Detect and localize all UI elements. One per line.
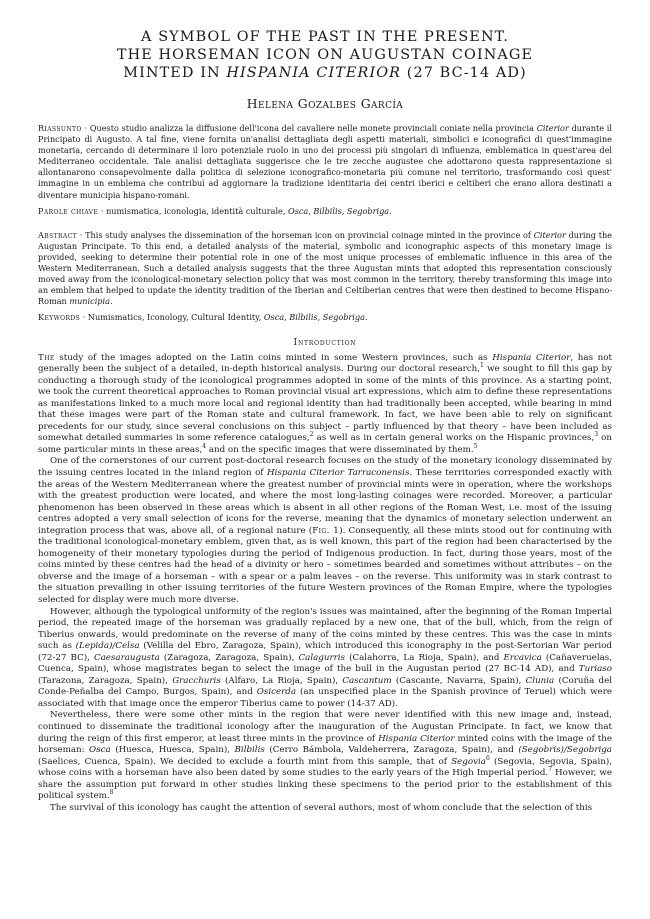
p3-em-2: Caesaraugusta <box>93 652 160 663</box>
p2-a: One of the cornerstones of our current post-doctoral research focuses on the study of the monetary iconology disseminated by the issuing centres located in the inland region of <box>38 456 612 478</box>
abstract-em-1: Citerior <box>533 229 566 240</box>
riassunto-label: Riassunto <box>38 123 82 133</box>
p3-em-5: Turiaso <box>578 664 612 675</box>
parole-text: · numismatica, iconologia, identità culturale, <box>98 205 289 216</box>
riassunto-text-a: · Questo studio analizza la diffusione dell'icona del cavaliere nelle monete provinciali coniate nella provincia <box>81 123 537 133</box>
p4-em-1: Hispania Citerior <box>378 733 455 744</box>
p1-b: , has not generally been the subject of a detailed, in-depth historical analysis. During our doctoral research, <box>38 352 612 375</box>
body-paragraph-4 <box>38 710 612 802</box>
keywords-end: . <box>364 312 368 323</box>
p3-em-9: Osicerda <box>256 687 297 698</box>
body-paragraph-3 <box>38 607 612 711</box>
parole-label: Parole chiave <box>38 205 99 216</box>
author-name: Helena Gozalbes García <box>246 96 404 111</box>
footnote-ref-7[interactable]: 7 <box>548 766 553 774</box>
p3-g: (Alfaro, La Rioja, Spain), <box>220 675 343 686</box>
p1-first-word: The <box>38 352 55 363</box>
p3-em-4: Ercavica <box>503 652 542 663</box>
p1-c: we sought to fill this gap by conducting a thorough study of the iconological programmes adopted in some of the mints of this province. As a starting point, we took the current theoretical approaches to Roman provincial visual art expressions, which aim to define these representations as manifestations linked to a much more local and regional identity than had traditionally been accepted, while bearing in mind that these images were part of the Roman state and cultural framework. In fact, we have been able to rely on significant precedents for our study, since several conclusions on this subject – partly influenced by that theory – have been included as somewhat detailed summaries in some reference catalogues, <box>38 364 612 444</box>
p3-b: (Velilla del Ebro, Zaragoza, Spain), which introduced this iconography in the post-Sertorian War period (72-27 BC), <box>38 641 612 663</box>
abstract-text-b: during the Augustan Principate. To this end, a detailed analysis of the material, symbolic and iconographic aspects of this monetary image is provided, seeking to determine their potential role in one of the most unique processes of emblematic influence in this area of the Western Mediterranean. Such a detailed analysis suggests that the three Augustan mints that adopted this representation consciously moved away from the iconological-monetary selection policy that was most common in the territory, thereby transforming this image into an emblem that helped to update the identity tradition of the Iberian and Celtiberian centres that were then destined to become Hispano-Roman <box>38 229 612 307</box>
p1-em-1: Hispania Citerior <box>492 352 571 363</box>
footnote-ref-3[interactable]: 3 <box>594 431 599 439</box>
p2-em-1: Hispania Citerior Tarraconensis <box>267 467 410 478</box>
footnote-ref-6[interactable]: 6 <box>485 754 490 762</box>
title-line-3-suffix: (27 BC-14 AD) <box>401 65 527 81</box>
p4-f: (Segovia, Segovia, Spain), whose coins with a horseman have also been dated by some studies to the early years of the High Imperial period. <box>38 756 612 779</box>
footnote-ref-8[interactable]: 8 <box>109 789 114 797</box>
p3-c: (Zaragoza, Zaragoza, Spain), <box>159 652 299 663</box>
keywords-label: Keywords <box>38 312 81 323</box>
footnote-ref-4[interactable]: 4 <box>202 442 207 450</box>
p3-em-6: Gracchuris <box>172 675 221 686</box>
riassunto-text-b: durante il Principato di Augusto. A tal fine, viene fornita un'analisi dettagliata degli aspetti materiali, simbolici e iconografici di quest'immagine monetaria, cercando di determinare il loro potenziale ruolo in uno dei processi più singolari di influenza, emblematica in quest'area del Mediterraneo occidentale. Tale analisi dettagliata suggerisce che le tre zecche augustee che adottarono questa rappresentazione si allontanarono consapevolmente dalla politica di selezione iconografico-monetaria più comune nel territorio, trasformando così quest' immagine in un emblema che contribuì ad aggiornare la tradizione identitaria dei centri iberici e celtiberi che erano allora destinati a diventare municipia hispano-romani. <box>38 123 612 200</box>
p3-em-7: Cascantum <box>342 675 392 686</box>
p1-d: as well as in certain general works on the Hispanic provinces, <box>313 433 595 444</box>
riassunto-paragraph <box>38 123 612 201</box>
title-line-1: A SYMBOL OF THE PAST IN THE PRESENT. <box>141 29 509 45</box>
riassunto-em: Citerior <box>536 123 569 133</box>
title-line-3-prefix: MINTED IN <box>123 65 227 81</box>
p3-e: (Cañaveruelas, Cuenca, Spain), whose magistrates began to select the image of the bull in the Augustan period (27 BC-14 AD), and <box>38 652 612 675</box>
p4-em-3: Bilbilis <box>234 745 265 756</box>
body-paragraph-1 <box>38 353 612 457</box>
p3-d: (Calahorra, La Rioja, Spain), and <box>345 652 504 663</box>
abstract-label: Abstract <box>38 229 78 240</box>
p3-i: (Coruña del Conde-Peñalba del Campo, Burgos, Spain), and <box>38 675 613 698</box>
p4-b: minted coins with the image of the horseman: <box>38 733 612 756</box>
p1-a: study of the images adopted on the Latin coins minted in some Western provinces, such as <box>54 352 493 363</box>
body-paragraph-2 <box>38 456 612 606</box>
section-heading-introduction: Introduction <box>293 336 357 348</box>
keywords-text: · Numismatics, Iconology, Cultural Identity, <box>80 312 264 323</box>
p4-c: (Huesca, Huesca, Spain), <box>110 745 235 756</box>
keywords-em: Osca, Bilbilis, Segobriga <box>263 312 365 323</box>
p3-f: (Tarazona, Zaragoza, Spain), <box>38 675 173 686</box>
p3-a: However, although the typological uniformity of the region's issues was maintained, after the beginning of the Roman Imperial period, the repeated image of the horseman was gradually replaced by a new one, that of the bull, which, from the reign of Tiberius onwards, would predominate on the reverse of many of the coins minted by these centres. This was the case in mints such as <box>38 606 612 652</box>
p2-b: . These territories corresponded exactly with the areas of the Western Mediterranean where the greatest number of provincial mints were in operation, where the workshops with the greatest production were located, and where the most long-lasting coinages were recorded. Moreover, a particular phenomenon has been observed in these areas which is absent in all other regions of the Roman West, i.e. most of the issuing centres adopted a very small selection of icons for the reverse, meaning that the dynamics of monetary selection underwent an integration process that was, above all, of a regional nature ( <box>38 467 612 536</box>
p2-c: ). Consequently, all these mints stood out for continuing with the traditional iconological-monetary emblem, given that, as is well known, this part of the region had been characterised by the homogeneity of their monetary typologies during the period of Indigenous production. In fact, during those years, most of the coins minted by these centres had the head of a divinity or hero – sometimes bearded and sometimes without attributes – on the obverse and the image of a horseman – with a spear or a palm leaves – on the reverse. This uniformity was in stark contrast to the situation prevailing in other issuing territories of the future Western provinces of the Roman Empire, where the typologies selected for display were much more diverse. <box>38 525 612 605</box>
body-paragraph-5 <box>38 803 612 815</box>
p1-f: and on the specific images that were disseminated by them. <box>206 444 474 455</box>
p4-em-4: (Segobris)/Segobriga <box>518 745 612 756</box>
p4-em-2: Osca <box>89 745 111 756</box>
footnote-ref-5[interactable]: 5 <box>473 442 478 450</box>
p3-h: (Cascante, Navarra, Spain), <box>391 675 526 686</box>
footnote-ref-2[interactable]: 2 <box>309 431 314 439</box>
abstract-em-2: municipia <box>69 296 110 307</box>
abstract-text-a: · This study analyses the dissemination of the horseman icon on provincial coinage minted in the province of <box>77 229 534 240</box>
parole-end: . <box>389 205 392 216</box>
p3-em-8: Clunia <box>525 675 555 686</box>
p3-j: (an unspecified place in the Spanish province of Teruel) which were associated with that image once the emperor Tiberius came to power (14-37 AD). <box>38 687 612 709</box>
parole-em: Osca, Bilbilis, Segobriga <box>288 205 390 216</box>
parole-chiave <box>38 206 612 217</box>
p4-e: (Saelices, Cuenca, Spain). We decided to exclude a fourth mint from this sample, that of <box>38 756 452 767</box>
p5-a: The survival of this iconology has caught the attention of several authors, most of whom conclude that the selection of this <box>50 802 593 813</box>
abstract-end: . <box>109 296 113 307</box>
p4-a: Nevertheless, there were some other mints in the region that were never identified with this new image and, instead, continued to disseminate the traditional iconology after the inauguration of the Augustan Principate. In fact, we know that during the reign of this first emperor, at least three mints in the province of <box>38 710 612 744</box>
p4-d: (Cerro Bámbola, Valdeherrera, Zaragoza, Spain), and <box>264 745 519 756</box>
title-line-3-em: HISPANIA CITERIOR <box>226 65 402 81</box>
p3-em-3: Calagurris <box>298 652 345 663</box>
p3-em-1: (Lepida)/Celsa <box>75 641 140 652</box>
p4-em-5: Segovia <box>451 756 486 767</box>
keywords <box>38 312 612 323</box>
p4-g: However, we share the assumption put forward in other studies linking these specimens to the period prior to the establishment of this political system. <box>38 768 612 802</box>
paper-title <box>38 28 612 82</box>
p1-e: on some particular mints in these areas, <box>38 433 612 455</box>
figure-ref-1[interactable]: Fig. 1 <box>312 525 340 536</box>
abstract-paragraph <box>38 230 612 308</box>
title-line-3 <box>38 64 612 82</box>
footnote-ref-1[interactable]: 1 <box>480 362 484 370</box>
title-line-2: THE HORSEMAN ICON ON AUGUSTAN COINAGE <box>116 47 534 63</box>
